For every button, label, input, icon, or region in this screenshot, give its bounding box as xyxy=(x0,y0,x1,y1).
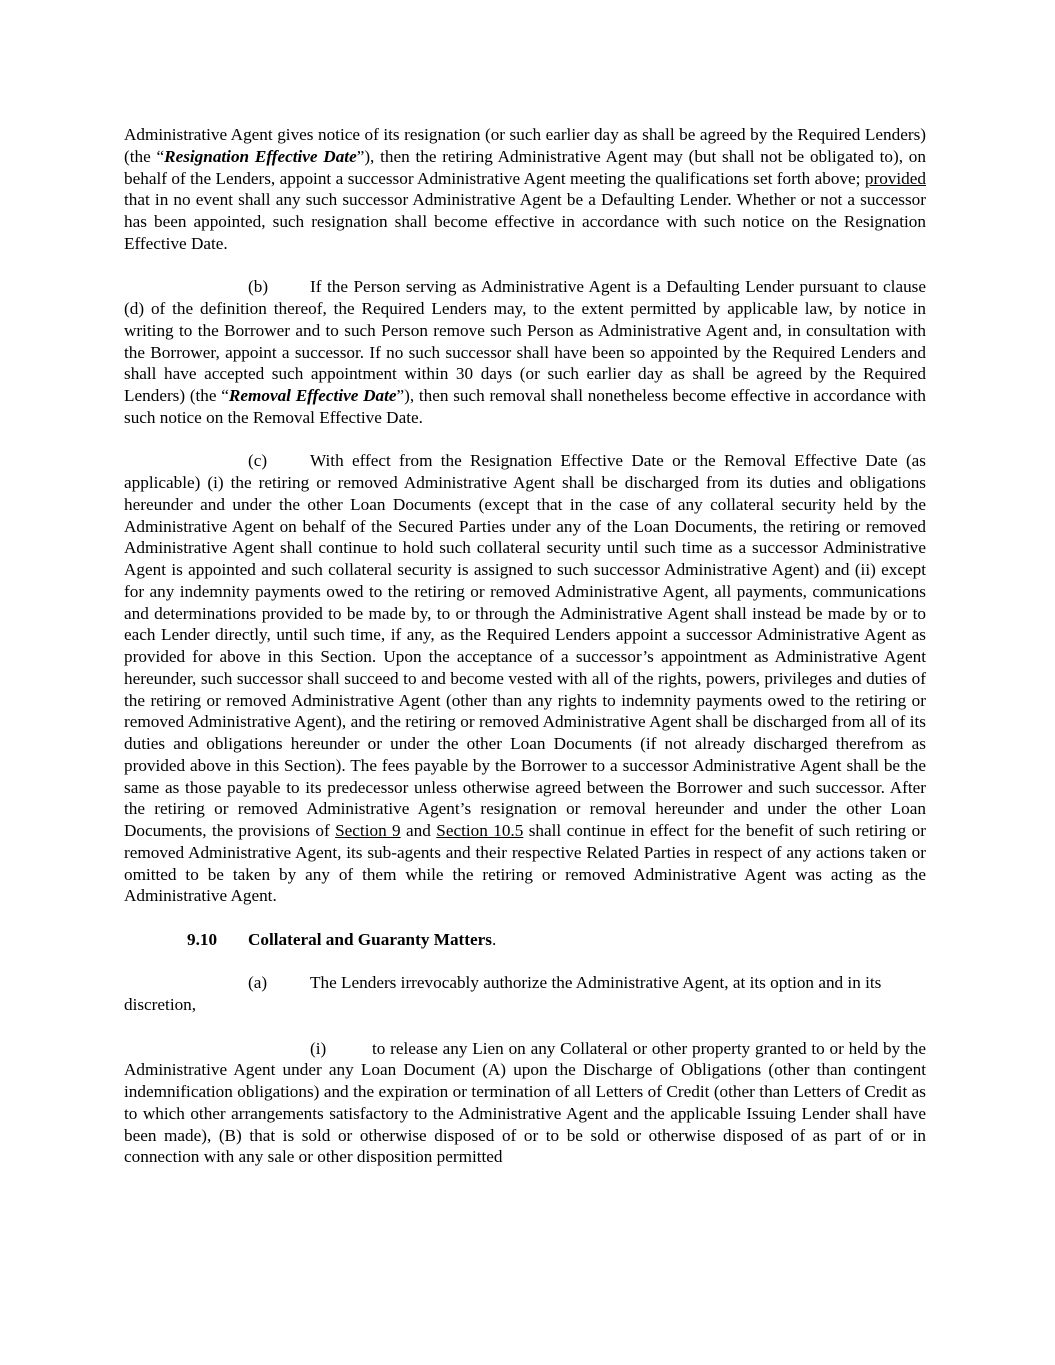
paragraph-c-effect xyxy=(124,450,926,907)
paragraph-b-removal xyxy=(124,276,926,428)
paragraph-text: shall continue in effect for the benefit of such retiring or removed Administrative Agent, its sub-agents and their respective Related Parties in respect of any actions taken or omitted to be taken by any of them while the retiring or removed Administrative Agent was acting as the Administrative Agent. xyxy=(124,821,926,906)
clause-label-b: (b) xyxy=(248,277,269,297)
section-title: Collateral and Guaranty Matters xyxy=(248,929,492,949)
defined-term-resignation-effective-date: Resignation Effective Date xyxy=(164,146,357,166)
paragraph-text: ”), then the retiring Administrative Agent may (but shall not be obligated to), on behalf of the Lenders, appoint a successor Administrative Agent meeting the qualifications set forth above; xyxy=(124,146,926,188)
paragraph-text: The Lenders irrevocably authorize the Administrative Agent, at its option and in its discretion, xyxy=(124,973,882,1014)
provided-term: provided xyxy=(864,168,926,188)
section-heading-9-10 xyxy=(124,929,926,951)
paragraph-resignation xyxy=(124,124,926,255)
clause-label-c: (c) xyxy=(248,451,268,471)
section-reference-10-5: Section 10.5 xyxy=(436,821,524,840)
paragraph-text: that in no event shall any such successor Administrative Agent be a Defaulting Lender. Whether or not a successor has been appointed, such resignation shall become effective in accordance with such notice on the Resignation Effective Date. xyxy=(124,190,926,253)
paragraph-text: Administrative Agent gives notice of its resignation (or such earlier day as shall be agreed by the Required Lenders) (the “ xyxy=(124,125,926,166)
clause-label-i: (i) xyxy=(310,1038,327,1058)
section-reference-9: Section 9 xyxy=(335,821,401,840)
document-body xyxy=(124,124,926,1190)
paragraph-a-authorize xyxy=(124,972,926,1016)
paragraph-text: to release any Lien on any Collateral or other property granted to or held by the Administrative Agent under any Loan Document (A) upon the Discharge of Obligations (other than contingent indemnification obligations) and the expiration or termination of all Letters of Credit (other than Letters of Credit as to which other arrangements satisfactory to the Administrative Agent and the applicable Issuing Lender shall have been made), (B) that is sold or otherwise disposed of or to be sold or otherwise disposed of as part of or in connection with any sale or other disposition permitted xyxy=(124,1038,926,1167)
paragraph-text: If the Person serving as Administrative Agent is a Defaulting Lender pursuant to clause (d) of the definition thereof, the Required Lenders may, to the extent permitted by applicable law, by notice in writing to the Borrower and to such Person remove such Person as Administrative Agent and, in consultation with the Borrower, appoint a successor. If no such successor shall have been so appointed by the Required Lenders and shall have accepted such appointment within 30 days (or such earlier day as shall be agreed by the Required Lenders) (the “ xyxy=(124,277,926,405)
defined-term-removal-effective-date: Removal Effective Date xyxy=(228,386,397,405)
heading-period: . xyxy=(491,929,497,949)
paragraph-text: and xyxy=(400,821,437,840)
clause-label-a: (a) xyxy=(248,973,268,993)
paragraph-text: With effect from the Resignation Effective Date or the Removal Effective Date (as applicable) (i) the retiring or removed Administrative Agent shall be discharged from its duties and obligations hereunder and under the other Loan Documents (except that in the case of any collateral security held by the Administrative Agent on behalf of the Secured Parties under any of the Loan Documents, the retiring or removed Administrative Agent shall continue to hold such collateral security until such time as a successor Administrative Agent is appointed and such collateral security is assigned to such successor Administrative Agent) and (ii) except for any indemnity payments owed to the retiring or removed Administrative Agent, all payments, communications and determinations provided to be made by, to or through the Administrative Agent shall instead be made by or to each Lender directly, until such time, if any, as the Required Lenders appoint a successor Administrative Agent as provided for above in this Section. Upon the acceptance of a successor’s appointment as Administrative Agent hereunder, such successor shall succeed to and become vested with all of the rights, powers, privileges and duties of the retiring or removed Administrative Agent (other than any rights to indemnity payments owed to the retiring or removed Administrative Agent), and the retiring or removed Administrative Agent shall be discharged from all of its duties and obligations hereunder or under the other Loan Documents (if not already discharged therefrom as provided above in this Section). The fees payable by the Borrower to a successor Administrative Agent shall be the same as those payable to its predecessor unless otherwise agreed between the Borrower and such successor. After the retiring or removed Administrative Agent’s resignation or removal hereunder and under the other Loan Documents, the provisions of xyxy=(124,451,926,840)
paragraph-i-release xyxy=(124,1038,926,1169)
section-number: 9.10 xyxy=(187,929,218,949)
paragraph-text: ”), then such removal shall nonetheless become effective in accordance with such notice on the Removal Effective Date. xyxy=(124,386,926,427)
